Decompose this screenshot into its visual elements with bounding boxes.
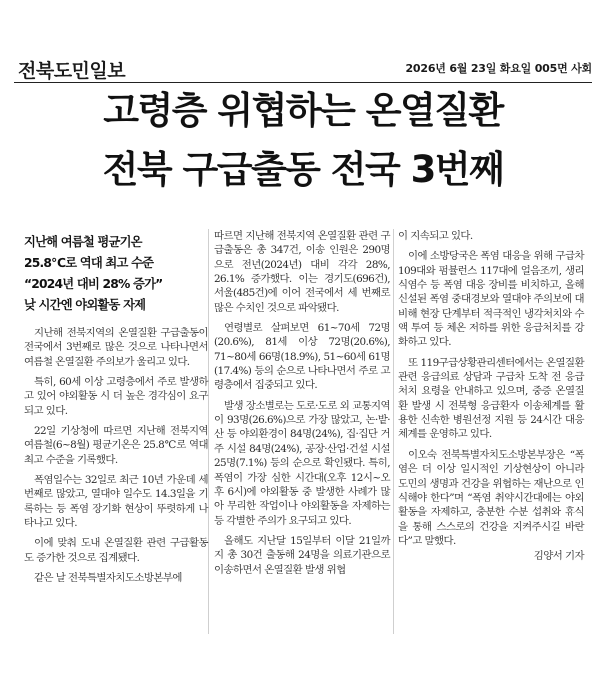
article-paragraph: 따르면 지난해 전북지역 온열질환 관련 구급출동은 총 347건, 이송 인원은 290명으로 전년(2024년) 대비 각각 28%, 26.1% 증가했다. 이는 경기도(696건), 서울(485건)에 이어 전국에서 세 번째로 많은 수치인 것으로 파악됐다. <box>214 230 390 314</box>
article-paragraph: 지난해 전북지역의 온열질환 구급출동이 전국에서 3번째로 많은 것으로 나타나면서 여름철 온열질환 주의보가 울리고 있다. <box>24 327 208 368</box>
article-paragraph: 이에 맞춰 도내 온열질환 관련 구급활동도 증가한 것으로 집계됐다. <box>24 537 208 564</box>
article-paragraph: 올해도 지난달 15일부터 이달 21일까지 총 30건 출동해 24명을 의료기관으로 이송하면서 온열질환 발생 위협 <box>214 534 390 576</box>
article-column-3 <box>398 229 584 564</box>
article-paragraph: 22일 기상청에 따르면 지난해 전북지역 여름철(6~8월) 평균기온은 25.8℃로 역대 최고 수준을 기록했다. <box>24 425 208 466</box>
paper-name: 전북도민일보 <box>18 60 126 82</box>
dateline: 2026년 6월 23일 화요일 005면 사회 <box>405 62 592 75</box>
masthead <box>0 0 606 80</box>
headline-line-2: 전북 구급출동 전국 3번째 <box>102 148 504 191</box>
article-paragraph: 특히, 60세 이상 고령층에서 주로 발생하고 있어 야외활동 시 더 높은 경각심이 요구되고 있다. <box>24 376 208 417</box>
subheadline-line: 지난해 여름철 평균기온 <box>24 235 142 249</box>
article-paragraph: 폭염일수는 32일로 최근 10년 가운데 세 번째로 많았고, 열대야 일수도 14.3일을 기록하는 등 폭염 장기화 현상이 뚜렷하게 나타나고 있다. <box>24 474 208 530</box>
column-divider <box>393 229 394 634</box>
article-paragraph: 이오숙 전북특별자치도소방본부장은 “폭염은 더 이상 일시적인 기상현상이 아니라 도민의 생명과 건강을 위협하는 재난으로 인식해야 한다”며 “폭염 취약시간대에는 야외활동을 자제하고, 충분한 수분 섭취와 휴식을 통해 스스로의 건강을 지켜주시길 바란다”고 말했다. <box>398 448 584 547</box>
article-paragraph: 같은 날 전북특별자치도소방본부에 <box>34 572 182 585</box>
article-column-1 <box>24 232 208 586</box>
masthead-rule <box>14 82 592 83</box>
column-divider <box>208 229 209 634</box>
article-paragraph: 또 119구급상황관리센터에서는 온열질환 관련 응급의료 상담과 구급차 도착 전 응급처치 요령을 안내하고 있으며, 중증 온열질환 발생 시 전북형 응급환자 이송체계를 활용한 신속한 병원선정 지원 등 24시간 대응체계를 운영하고 있다. <box>398 356 584 441</box>
headline-line-1: 고령층 위협하는 온열질환 <box>103 89 503 132</box>
article-paragraph: 이에 소방당국은 폭염 대응을 위해 구급차 109대와 펌뷸런스 117대에 얼음조끼, 생리식염수 등 폭염 대응 장비를 비치하고, 올해 신설된 폭염 중대경보와 열대야 주의보에 대비해 현장 단계부터 적극적인 냉각처치와 수액 투여 등 체온 저하를 위한 응급처치를 강화하고 있다. <box>398 250 584 349</box>
byline: 김양서 기자 <box>533 550 584 563</box>
subheadline-line: “2024년 대비 28% 증가” <box>24 277 163 291</box>
subheadline-line: 25.8℃로 역대 최고 수준 <box>24 256 154 270</box>
article-paragraph: 이 지속되고 있다. <box>398 230 473 242</box>
article-paragraph: 연령별로 살펴보면 61~70세 72명(20.6%), 81세 이상 72명(20.6%), 71~80세 66명(18.9%), 51~60세 61명(17.4%) 등의 순으로 나타나면서 주로 고령층에서 집중되고 있다. <box>214 322 390 392</box>
article-paragraph: 발생 장소별로는 도로·도로 외 교통지역이 93명(26.6%)으로 가장 많았고, 논·밭·산 등 야외환경이 84명(24%), 집·집단 거주 시설 84명(24%), 공장·산업·건설 시설 25명(7.1%) 등의 순으로 확인됐다. 특히, 폭염이 가장 심한 시간대(오후 12시~오후 6시)에 야외활동 중 발생한 사례가 많아 무리한 작업이나 야외활동을 자제하는 등 각별한 주의가 요구되고 있다. <box>214 399 390 527</box>
subheadline <box>24 232 208 316</box>
article-column-2 <box>214 229 390 577</box>
subheadline-line: 낮 시간엔 야외활동 자제 <box>24 298 146 312</box>
